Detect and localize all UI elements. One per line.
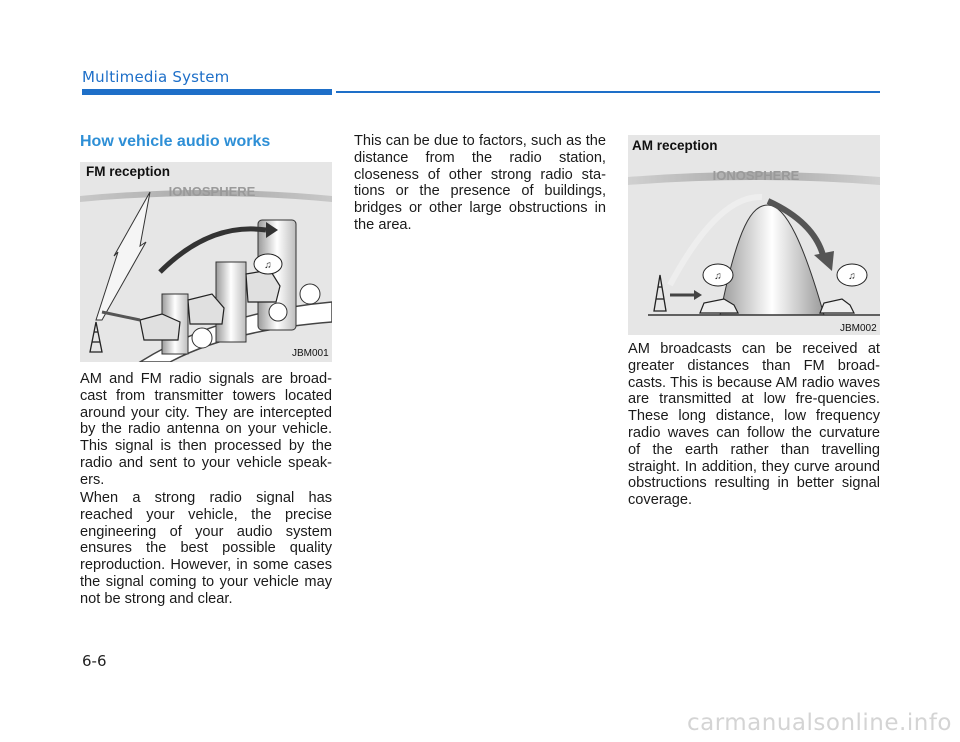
paragraph-am-broadcasts: AM broadcasts can be received at greater distances than FM broad-casts. This is because AM radio waves are transmitted at low fre-quencies. These long distance, low frequency radio waves can follow the curvature of the earth rather than travelling straight. In addition, they curve around obstructions resulting in better signal coverage. <box>628 341 880 509</box>
fm-ionosphere-label: IONOSPHERE <box>168 184 256 199</box>
am-illustration <box>628 135 880 335</box>
svg-text:♫: ♫ <box>848 271 856 282</box>
fm-tower-icon <box>90 322 102 352</box>
am-figure-code: JBM002 <box>840 323 877 334</box>
paragraph-strong-signal: When a strong radio signal has reached your vehicle, the precise engineering of your audio system ensures the best possible quality reproduction. However, in some cases the signal coming to your vehicle may not be strong and clear. <box>80 490 332 607</box>
paragraph-radio-signals: AM and FM radio signals are broad-cast from transmitter towers located around your city. They are intercepted by the radio antenna on your vehicle. This signal is then processed by the radio and sent to your vehicle speak-ers. <box>80 371 332 488</box>
section-title: Multimedia System <box>82 68 230 86</box>
am-figure-label: AM reception <box>632 138 718 153</box>
page-heading: How vehicle audio works <box>80 133 271 150</box>
fm-figure-label: FM reception <box>86 164 171 179</box>
fm-reception-figure <box>80 162 332 362</box>
watermark: carmanualsonline.info <box>686 710 952 736</box>
svg-text:♫: ♫ <box>264 260 272 271</box>
fm-figure-code: JBM001 <box>292 348 329 359</box>
paragraph-factors: This can be due to factors, such as the distance from the radio station, closeness of other strong radio sta-tions or the presence of buildings, bridges or other large obstructions in the area. <box>354 133 606 233</box>
header-rule-thick <box>82 89 332 95</box>
am-ionosphere-label: IONOSPHERE <box>712 168 800 183</box>
header-rule-thin <box>336 91 880 93</box>
am-tower-icon <box>654 275 666 311</box>
am-reception-figure <box>628 135 880 335</box>
page-number: 6-6 <box>82 652 107 670</box>
svg-text:♫: ♫ <box>714 271 722 282</box>
fm-illustration <box>80 162 332 362</box>
